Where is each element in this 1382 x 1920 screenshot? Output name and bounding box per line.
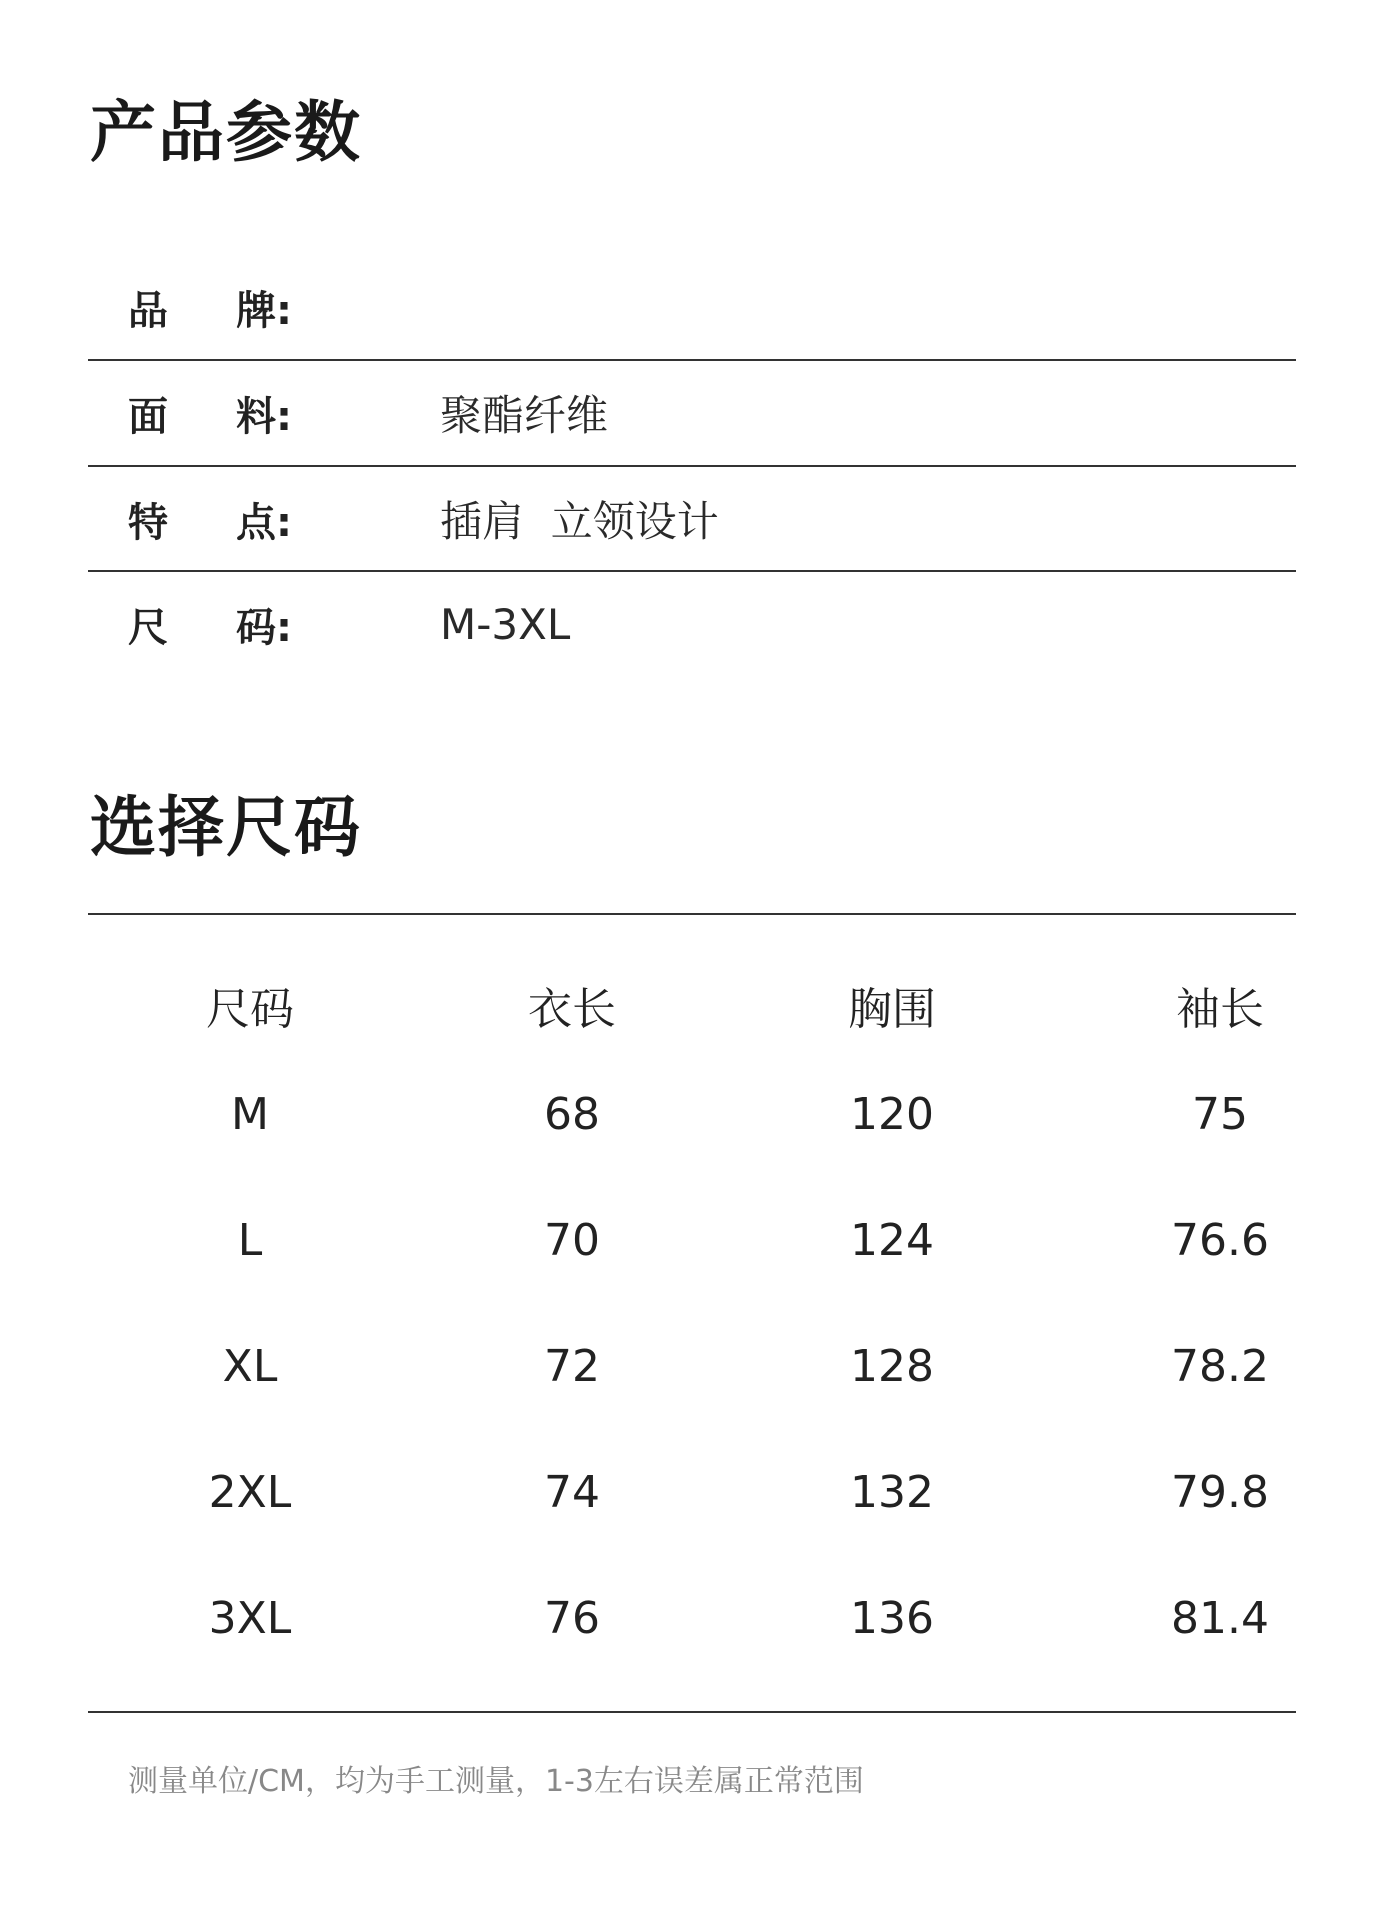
param-label bbox=[88, 385, 328, 442]
param-row-features bbox=[88, 466, 1296, 572]
table-cell: 124 bbox=[850, 1215, 934, 1266]
table-cell: 76.6 bbox=[1171, 1215, 1269, 1266]
table-cell: L bbox=[237, 1215, 263, 1266]
table-cell: 132 bbox=[850, 1467, 934, 1518]
param-label-char: 料: bbox=[236, 393, 292, 440]
table-cell: 2XL bbox=[208, 1467, 292, 1518]
param-value: M-3XL bbox=[440, 599, 571, 649]
table-cell: XL bbox=[222, 1341, 278, 1392]
table-cell: 120 bbox=[850, 1089, 934, 1140]
table-cell: 79.8 bbox=[1171, 1467, 1269, 1518]
param-label-char: 牌: bbox=[236, 287, 292, 334]
param-label-char: 特 bbox=[128, 499, 168, 546]
param-label bbox=[88, 596, 328, 653]
table-header-row bbox=[88, 970, 1296, 1050]
size-chart-title: 选择尺码 bbox=[90, 789, 362, 866]
table-cell: 76 bbox=[544, 1593, 600, 1644]
table-row bbox=[88, 1201, 1296, 1281]
param-row-brand bbox=[88, 254, 1296, 360]
param-row-material bbox=[88, 360, 1296, 466]
table-row bbox=[88, 1327, 1296, 1407]
divider bbox=[88, 1711, 1296, 1713]
param-label-char: 点: bbox=[236, 499, 292, 546]
param-label bbox=[88, 491, 328, 548]
table-row bbox=[88, 1453, 1296, 1533]
param-value: 插肩 立领设计 bbox=[440, 497, 719, 546]
table-row bbox=[88, 1075, 1296, 1155]
table-cell: 70 bbox=[544, 1215, 600, 1266]
table-cell: 72 bbox=[544, 1341, 600, 1392]
measurement-note: 测量单位/CM，均为手工测量，1-3左右误差属正常范围 bbox=[128, 1764, 864, 1799]
table-cell: 3XL bbox=[208, 1593, 292, 1644]
table-cell: 75 bbox=[1192, 1089, 1248, 1140]
divider bbox=[88, 913, 1296, 915]
table-cell: 78.2 bbox=[1171, 1341, 1269, 1392]
param-label-char: 码: bbox=[236, 604, 292, 651]
table-cell: 74 bbox=[544, 1467, 600, 1518]
column-header: 袖长 bbox=[1176, 984, 1264, 1035]
column-header: 尺码 bbox=[206, 984, 294, 1035]
param-label-char: 尺 bbox=[128, 604, 168, 651]
param-label bbox=[88, 279, 328, 336]
param-value: 聚酯纤维 bbox=[440, 391, 609, 440]
table-row bbox=[88, 1579, 1296, 1659]
column-header: 胸围 bbox=[848, 984, 936, 1035]
table-cell: 81.4 bbox=[1171, 1593, 1269, 1644]
param-row-size bbox=[88, 571, 1296, 677]
param-label-char: 品 bbox=[128, 287, 168, 334]
column-header: 衣长 bbox=[528, 984, 616, 1035]
table-cell: 136 bbox=[850, 1593, 934, 1644]
table-cell: M bbox=[231, 1089, 269, 1140]
table-cell: 68 bbox=[544, 1089, 600, 1140]
table-cell: 128 bbox=[850, 1341, 934, 1392]
param-label-char: 面 bbox=[128, 393, 168, 440]
product-params-title: 产品参数 bbox=[90, 94, 362, 171]
